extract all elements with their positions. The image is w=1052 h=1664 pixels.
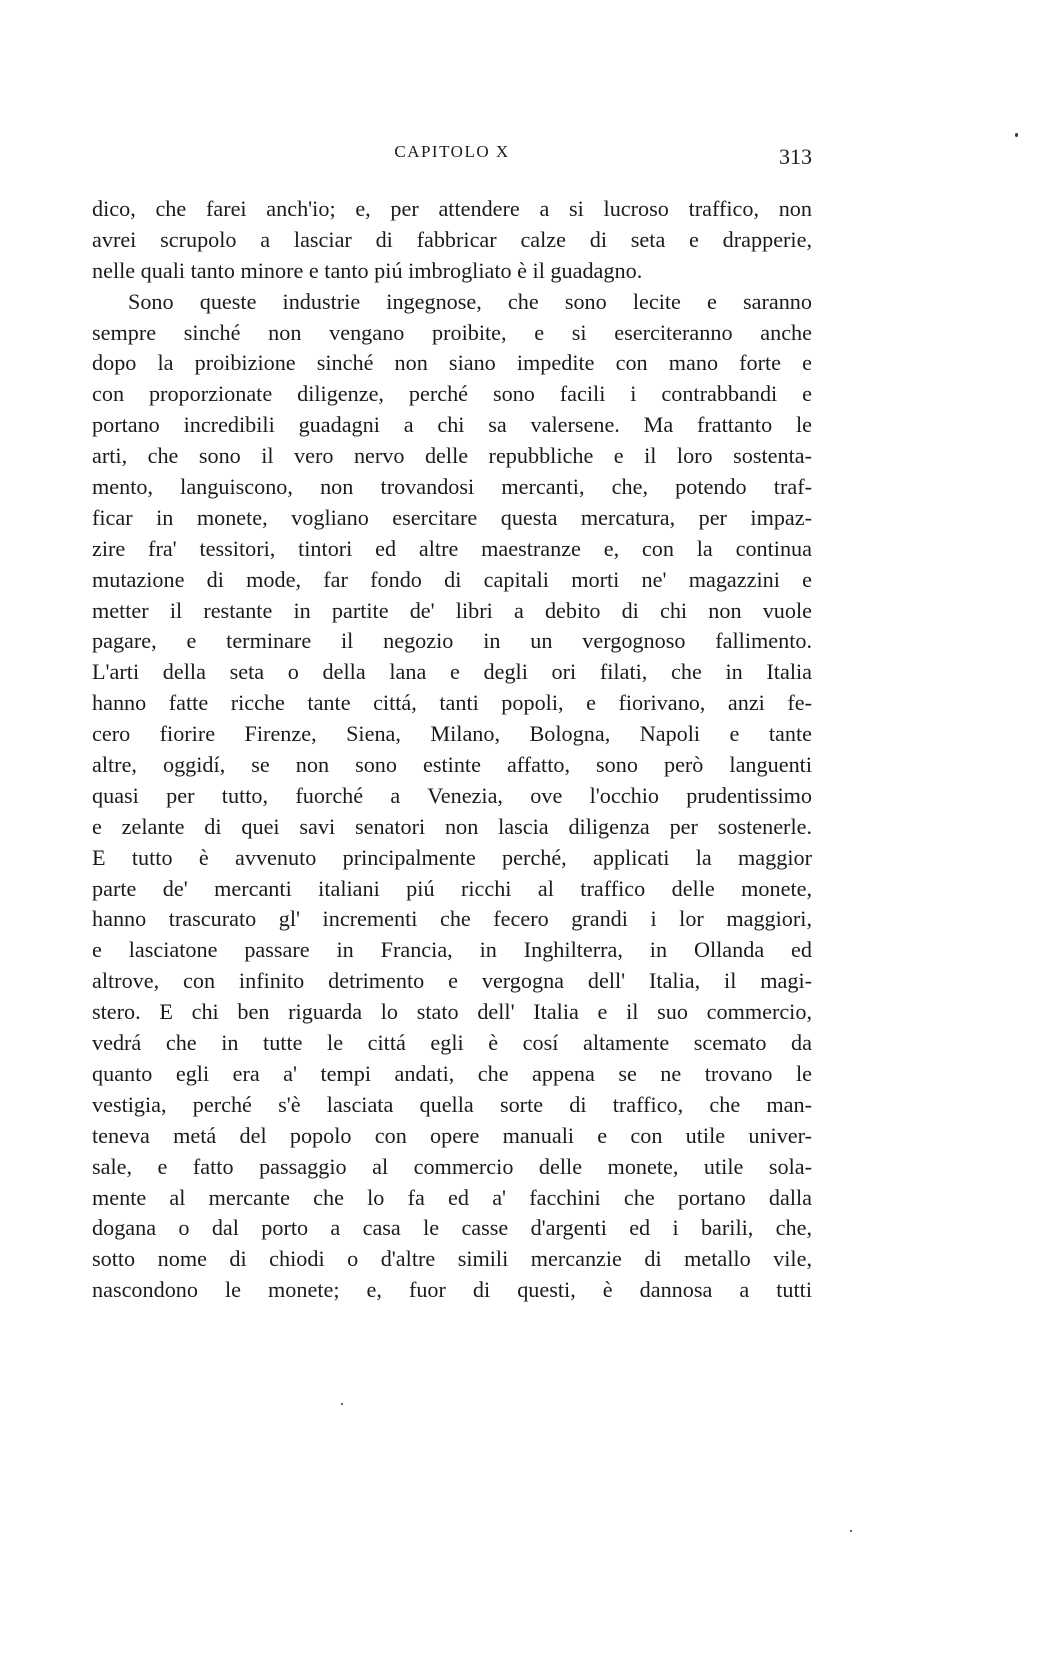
scan-speck	[1015, 133, 1018, 137]
text-line: sempre sinché non vengano proibite, e si eserciteranno anche	[92, 319, 812, 345]
scan-speck	[341, 1403, 343, 1405]
text-line: altrove, con infinito detrimento e vergogna dell' Italia, il magi-	[92, 968, 812, 994]
text-line: ficar in monete, vogliano esercitare questa mercatura, per impaz-	[92, 504, 812, 530]
text-line: con proporzionate diligenze, perché sono facili i contrabbandi e	[92, 381, 812, 407]
text-line: e lasciatone passare in Francia, in Inghilterra, in Ollanda ed	[92, 937, 812, 963]
text-line: pagare, e terminare il negozio in un vergognoso fallimento.	[92, 628, 812, 654]
text-line: avrei scrupolo a lasciar di fabbricar calze di seta e drapperie,	[92, 226, 812, 252]
text-line: L'arti della seta o della lana e degli ori filati, che in Italia	[92, 659, 812, 685]
running-head: CAPITOLO X	[394, 142, 510, 161]
page-number: 313	[779, 144, 812, 169]
text-line: vedrá che in tutte le cittá egli è cosí altamente scemato da	[92, 1030, 812, 1056]
text-line: teneva metá del popolo con opere manuali e con utile univer-	[92, 1122, 812, 1148]
text-line: dopo la proibizione sinché non siano impedite con mano forte e	[92, 350, 812, 376]
page-header	[92, 142, 812, 172]
text-line: nascondono le monete; e, fuor di questi, è dannosa a tutti	[92, 1277, 812, 1303]
text-line: dico, che farei anch'io; e, per attendere a si lucroso traffico, non	[92, 196, 812, 221]
text-line: zire fra' tessitori, tintori ed altre maestranze e, con la continua	[92, 535, 812, 561]
text-line: sotto nome di chiodi o d'altre simili mercanzie di metallo vile,	[92, 1246, 812, 1272]
text-line: E tutto è avvenuto principalmente perché, applicati la maggior	[92, 844, 812, 870]
text-line: mente al mercante che lo fa ed a' facchini che portano dalla	[92, 1184, 812, 1210]
text-line: mento, languiscono, non trovandosi mercanti, che, potendo traf-	[92, 474, 812, 500]
text-line: altre, oggidí, se non sono estinte affatto, sono però languenti	[92, 752, 812, 778]
text-line: arti, che sono il vero nervo delle repubbliche e il loro sostenta-	[92, 443, 812, 469]
text-line: portano incredibili guadagni a chi sa valersene. Ma frattanto le	[92, 412, 812, 438]
text-line: quasi per tutto, fuorché a Venezia, ove l'occhio prudentissimo	[92, 782, 812, 808]
text-line: nelle quali tanto minore e tanto piú imbrogliato è il guadagno.	[92, 257, 643, 283]
text-line: hanno trascurato gl' incrementi che fecero grandi i lor maggiori,	[92, 906, 812, 932]
text-line: quanto egli era a' tempi andati, che appena se ne trovano le	[92, 1060, 812, 1086]
text-line: hanno fatte ricche tante cittá, tanti popoli, e fiorivano, anzi fe-	[92, 690, 812, 716]
text-line: parte de' mercanti italiani piú ricchi al traffico delle monete,	[92, 875, 812, 901]
text-line: mutazione di mode, far fondo di capitali morti ne' magazzini e	[92, 566, 812, 592]
text-line: e zelante di quei savi senatori non lascia diligenza per sostenerle.	[92, 813, 812, 839]
body-text	[92, 194, 812, 1306]
text-line: stero. E chi ben riguarda lo stato dell' Italia e il suo commercio,	[92, 999, 812, 1025]
text-line: vestigia, perché s'è lasciata quella sorte di traffico, che man-	[92, 1091, 812, 1117]
text-line: metter il restante in partite de' libri a debito di chi non vuole	[92, 597, 812, 623]
text-line: sale, e fatto passaggio al commercio delle monete, utile sola-	[92, 1153, 812, 1179]
text-line: cero fiorire Firenze, Siena, Milano, Bologna, Napoli e tante	[92, 721, 812, 747]
text-line: dogana o dal porto a casa le casse d'argenti ed i barili, che,	[92, 1215, 812, 1241]
scan-speck	[850, 1530, 852, 1532]
text-line: Sono queste industrie ingegnose, che sono lecite e saranno	[128, 288, 812, 314]
